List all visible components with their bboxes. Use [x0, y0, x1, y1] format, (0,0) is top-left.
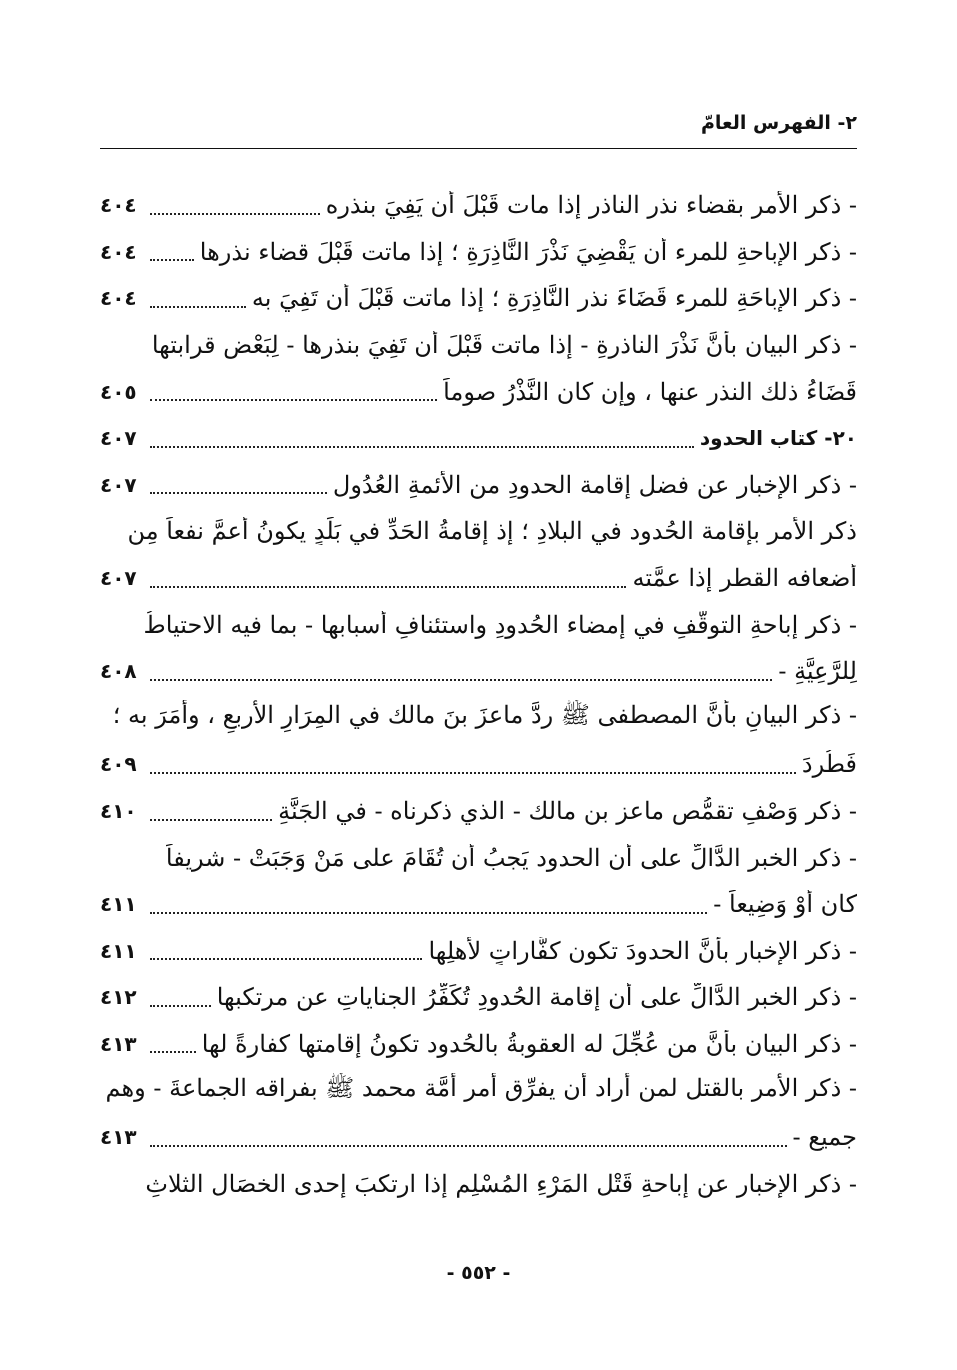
- running-header: ٢- الفهرس العامّ: [700, 112, 857, 134]
- entry-page-number: ٤٠٧: [100, 472, 137, 497]
- dot-leader: [150, 398, 437, 401]
- entry-page-number: ٤١٢: [100, 985, 137, 1010]
- entry-text: - ذكر الإباحَةِ للمرء قَضَاءَ نذر النَّاذِرَةِ ؛ إذا ماتت قَبْلَ أن تَفِيَ به: [251, 284, 857, 313]
- index-entry: [100, 695, 857, 742]
- index-entry: [100, 322, 857, 369]
- index-entry: [100, 648, 857, 695]
- dot-leader: [150, 491, 327, 494]
- entry-page-number: ٤٠٧: [100, 566, 137, 591]
- entry-page-number: ٤١١: [100, 892, 137, 917]
- entry-text: كان أوْ وَضِيعاً -: [713, 890, 857, 919]
- section-heading: [100, 415, 857, 462]
- entry-page-number: ٤٠٤: [100, 239, 137, 264]
- index-entry: [100, 182, 857, 229]
- index-entry: [100, 555, 857, 602]
- dot-leader: [150, 445, 694, 448]
- index-entry: [100, 741, 857, 788]
- index-entry: [100, 788, 857, 835]
- entry-page-number: ٤٠٩: [100, 752, 137, 777]
- index-entry: [100, 462, 857, 509]
- entry-page-number: ٤١٠: [100, 799, 137, 824]
- entry-text: أضعافه القطر إذا عمَّته: [632, 564, 857, 593]
- entry-text: ذكر الأمر بإقامة الحُدود في البلادِ ؛ إذ إقامةُ الحَدِّ في بَلَدٍ يكونُ أعمَّ نفعاً مِن: [127, 517, 857, 546]
- index-entry: [100, 974, 857, 1021]
- dot-leader: [150, 1144, 787, 1147]
- entry-text: - ذكر الأمر بقضاء نذر الناذر إذا مات قَبْلَ أن يَفِيَ بنذره: [325, 191, 857, 220]
- index-entry: [100, 834, 857, 881]
- entry-text: - ذكر البيان بأنَّ من عُجِّلَ له العقوبةُ بالحُدود تكونُ إقامتها كفارةً لها: [201, 1029, 857, 1058]
- dot-leader: [150, 258, 194, 261]
- entry-text: لِلرَّعِيَّةِ -: [778, 657, 857, 686]
- index-entry: [100, 1160, 857, 1207]
- index-entry: [100, 275, 857, 322]
- entry-text: - ذكر الإخبار عن فضل إقامة الحدودِ من الأئمةِ العُدُول: [332, 470, 857, 499]
- dot-leader: [150, 678, 772, 681]
- entry-page-number: ٤٠٤: [100, 286, 137, 311]
- entry-text: - ذكر الإخبار عن إباحةِ قَتْلِ المَرْءِ المُسْلِمِ إذا ارتكبَ إحدى الخصَالِ الثلاثِ: [145, 1169, 857, 1198]
- entry-page-number: ٤١١: [100, 938, 137, 963]
- dot-leader: [150, 212, 320, 215]
- entry-text: - ذكر الإخبار بأنَّ الحدودَ تكون كفَّاراتٍ لأهلِها: [428, 936, 857, 965]
- dot-leader: [150, 585, 626, 588]
- dot-leader: [150, 1050, 196, 1053]
- entry-text: - ذكر البيان بأنَّ نَذْرَ الناذرةِ - إذا ماتت قَبْلَ أن تَفِيَ بنذرها - لِبَعْضِ قرابتها: [151, 331, 857, 360]
- index-entry: [100, 881, 857, 928]
- index-entry: [100, 508, 857, 555]
- dot-leader: [150, 1004, 211, 1007]
- entry-page-number: ٤٠٧: [100, 426, 137, 451]
- index-entry: [100, 928, 857, 975]
- entry-text: ٢٠- كتاب الحدود: [699, 426, 857, 451]
- entry-page-number: ٤١٣: [100, 1031, 137, 1056]
- entry-text: - ذكر إباحةِ التوقُّفِ في إمضاء الحُدودِ واستئنافِ أسبابها - بما فيه الاحتياطُ: [143, 610, 857, 639]
- entry-text: قَضَاءُ ذلك النذر عنها ، وإن كان النَّذْرُ صوماً: [443, 377, 857, 406]
- entry-text: - ذكر البيانِ بأنَّ المصطفى ﷺ ردَّ ماعزَ بنَ مالك في المِرَارِ الأربعِ ، وأمَرَ به ؛: [112, 701, 857, 730]
- index-entry: [100, 1021, 857, 1068]
- entry-text: - ذكر الخبرِ الدَّالِّ على أن إقامة الحُدودِ تُكَفِّرُ الجناياتِ عن مرتكبها: [216, 983, 857, 1012]
- header-rule: [100, 148, 857, 149]
- dot-leader: [150, 818, 272, 821]
- entry-text: - ذكر الخبر الدَّالِّ على أن الحدود يَجبُ أن تُقَامَ على مَنْ وَجَبَتْ - شريفاً: [165, 843, 857, 872]
- entry-text: - ذكر الأمر بالقتل لمن أراد أن يفرِّق أمر أمَّة محمد ﷺ بفراقه الجماعةَ - وهم: [105, 1074, 857, 1103]
- index-content: [100, 182, 857, 1207]
- dot-leader: [150, 771, 796, 774]
- index-entry: [100, 368, 857, 415]
- dot-leader: [150, 957, 422, 960]
- entry-text: فَطُرِدَ: [801, 750, 857, 779]
- index-entry: [100, 601, 857, 648]
- index-entry: [100, 1114, 857, 1161]
- entry-page-number: ٤٠٨: [100, 659, 137, 684]
- entry-page-number: ٤٠٥: [100, 379, 137, 404]
- dot-leader: [150, 911, 707, 914]
- page-number: - ٥٥٢ -: [446, 1262, 511, 1284]
- dot-leader: [150, 305, 246, 308]
- entry-text: جميع -: [792, 1123, 857, 1152]
- entry-text: - ذكر وَصْفِ تقمُّص ماعز بن مالك - الذي ذكرناه - في الجَنَّةِ: [278, 797, 857, 826]
- index-entry: [100, 229, 857, 276]
- index-entry: [100, 1067, 857, 1114]
- entry-text: - ذكر الإباحةِ للمرء أن يَقْضِيَ نَذْرَ النَّاذِرَةِ ؛ إذا ماتت قَبْلَ قضاء نذرها: [199, 237, 857, 266]
- entry-page-number: ٤١٣: [100, 1125, 137, 1150]
- entry-page-number: ٤٠٤: [100, 193, 137, 218]
